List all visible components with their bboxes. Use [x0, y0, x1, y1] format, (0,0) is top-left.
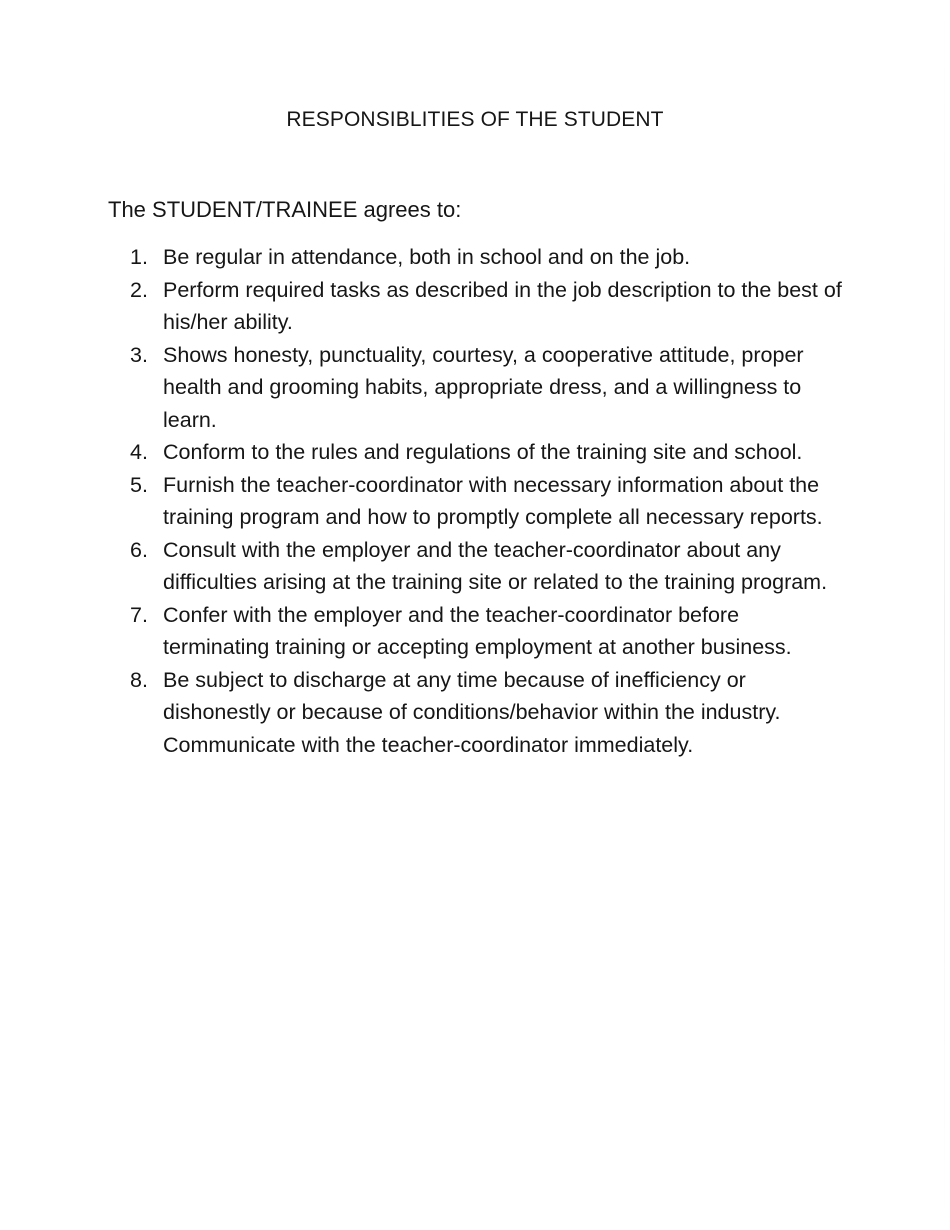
list-item-text: Furnish the teacher-coordinator with necessary information about the training program and how to promptly complete all necessary reports.: [163, 472, 823, 529]
intro-text: The STUDENT/TRAINEE agrees to:: [108, 197, 462, 222]
list-item: [130, 534, 850, 599]
list-item: [130, 436, 850, 469]
list-item: [130, 469, 850, 534]
list-item-text: Conform to the rules and regulations of the training site and school.: [163, 440, 803, 464]
list-item-number: 3.: [130, 342, 148, 367]
scan-edge-shadow: [944, 0, 945, 1230]
list-item-text: Shows honesty, punctuality, courtesy, a cooperative attitude, proper health and grooming habits, appropriate dress, and a willingness to learn.: [163, 342, 804, 432]
list-item: [130, 274, 850, 339]
list-item-number: 8.: [130, 667, 148, 692]
list-item: [130, 599, 850, 664]
list-item-number: 5.: [130, 472, 148, 497]
list-item-number: 7.: [130, 602, 148, 627]
page-title: RESPONSIBLITIES OF THE STUDENT: [286, 108, 664, 131]
list-item-number: 1.: [130, 245, 148, 269]
list-item-text: Consult with the employer and the teacher-coordinator about any difficulties arising at the training site or related to the training program.: [163, 537, 828, 594]
list-item: [130, 664, 850, 762]
list-item-text: Perform required tasks as described in the job description to the best of his/her ability.: [163, 277, 842, 334]
list-item-number: 4.: [130, 440, 148, 464]
list-item-text: Confer with the employer and the teacher-coordinator before terminating training or accepting employment at another business.: [163, 602, 792, 659]
list-item: [130, 241, 850, 274]
list-item-number: 6.: [130, 537, 148, 562]
list-item-text: Be subject to discharge at any time because of inefficiency or dishonestly or because of conditions/behavior within the industry. Communicate with the teacher-coordinator immediately.: [163, 667, 781, 757]
list-item: [130, 339, 850, 437]
list-item-text: Be regular in attendance, both in school and on the job.: [163, 245, 691, 269]
list-item-number: 2.: [130, 277, 148, 302]
responsibilities-list: [130, 241, 850, 761]
